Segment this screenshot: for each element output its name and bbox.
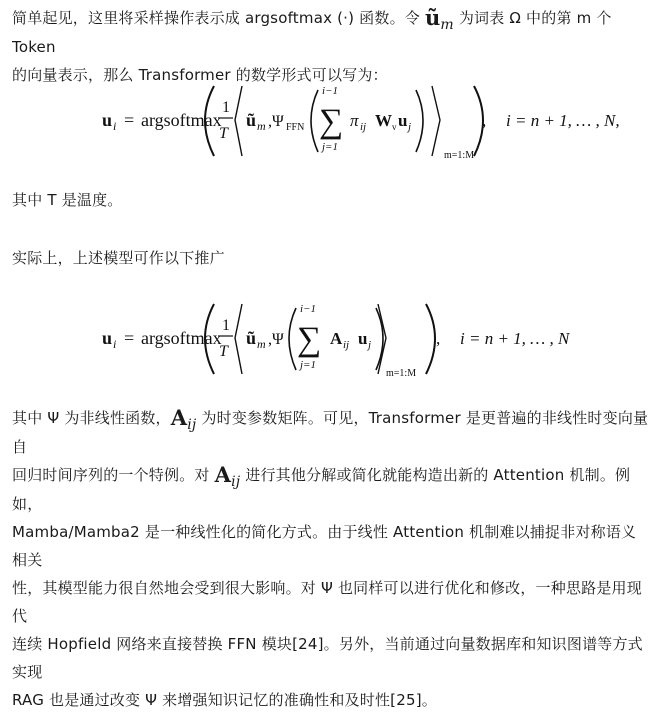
eq1-u: u (398, 111, 408, 130)
eq1-frac-den: T (219, 125, 228, 142)
svg-text:,: , (436, 329, 441, 348)
eq1-sum-top: i−1 (322, 85, 338, 97)
eq1-psi-sub: FFN (286, 122, 305, 133)
intro-line-2: 的向量表示，那么 Transformer 的数学形式可以写为： (12, 66, 388, 84)
generalized-equation (0, 290, 660, 386)
eq2-frac-den: T (219, 343, 228, 360)
eq2-u-sub: j (368, 339, 372, 351)
discussion-line-5: 连续 Hopfield 网络来直接替换 FFN 模块[24]。另外，当前通过向量数据库和知识图谱等方式实现 (12, 635, 643, 681)
eq1-sum-sign: ∑ (319, 103, 344, 140)
eq1-pi: π (350, 111, 359, 130)
discussion-line-4: 性，其模型能力很自然地会受到很大影响。对 Ψ 也同样可以进行优化和修改，一种思路是用现代 (12, 579, 642, 625)
eq2-lhs: u (102, 328, 113, 348)
eq2-A: A (330, 329, 343, 348)
eq1-psi: ,Ψ (268, 113, 284, 130)
eq1-lhs-sub: i (113, 119, 117, 133)
eq2-frac-num: 1 (222, 317, 230, 334)
eq1-lhs: u (102, 110, 113, 130)
eq2-condition: i = n + 1, … , N (460, 329, 570, 348)
eq2-sum-sign: ∑ (297, 321, 322, 358)
eq1-range-sub: m=1:M (444, 150, 475, 161)
eq2-lhs-sub: i (113, 337, 117, 351)
discussion-paragraph (12, 404, 650, 714)
eq2-sum-top: i−1 (300, 303, 316, 315)
intro-line-1 (12, 4, 650, 61)
transformer-equation (0, 72, 660, 168)
eq2-inner-right-paren (376, 308, 383, 370)
eq1-W: W (375, 111, 392, 130)
eq2-left-angle (235, 304, 242, 374)
discussion-line-2: 回归时间序列的一个特例。对 $A_{ij}$ 进行其他分解或简化就能构造出新的 Attention 机制。例如， (12, 462, 631, 513)
discussion-line-3: Mamba/Mamba2 是一种线性化的简化方式。由于线性 Attention 机制难以捕捉非对称语义相关 (12, 523, 637, 569)
eq1-op: argsoftmax (141, 110, 222, 130)
eq1-right-angle (432, 86, 440, 156)
eq1-um-sub: m (257, 119, 266, 133)
eq2-u: u (358, 329, 368, 348)
param-matrix-symbol: $A_{ij}$ (170, 405, 197, 433)
eq2-inner-left-paren (289, 308, 296, 370)
param-matrix-symbol-2: $A_{ij}$ (214, 462, 241, 490)
intro-text-a: 简单起见，这里将采样操作表示成 argsoftmax (·) 函数。令 (12, 9, 420, 27)
eq2-right-paren (426, 304, 435, 374)
intro-text-b: 为词表 Ω 中的第 m 个 Token (12, 9, 612, 56)
eq1-W-sub: v (392, 122, 397, 132)
eq1-sum-bottom: j=1 (322, 141, 338, 153)
eq2-A-sub: ij (343, 339, 350, 351)
eq2-psi: ,Ψ (268, 331, 284, 348)
eq1-um: ũ (246, 110, 257, 130)
eq1-left-angle (235, 86, 242, 156)
eq1-condition: i = n + 1, … , N, (506, 111, 620, 130)
generalization-intro: 实际上，上述模型可作以下推广 (12, 249, 225, 267)
temperature-note: 其中 T 是温度。 (12, 191, 123, 209)
eq1-inner-left-paren (311, 90, 318, 152)
eq2-sum-bottom: j=1 (300, 359, 316, 371)
token-vector-symbol: $ũ_m$ (424, 5, 454, 33)
eq1-pi-sub: ij (360, 121, 367, 133)
discussion-line-6: RAG 也是通过改变 Ψ 来增强知识记忆的准确性和及时性[25]。 (12, 691, 437, 709)
discussion-line-1: 其中 Ψ 为非线性函数，$A_{ij}$ 为时变参数矩阵。可见，Transformer 是更普遍的非线性时变向量自 (12, 405, 649, 456)
eq1-equals: = (124, 110, 135, 130)
eq1-inner-right-paren (416, 90, 423, 152)
eq2-range-sub: m=1:M (386, 368, 417, 379)
eq2-equals: = (124, 328, 135, 348)
eq1-u-sub: j (408, 121, 412, 133)
eq2-um: ũ (246, 328, 257, 348)
svg-text:,: , (482, 111, 487, 130)
eq2-op: argsoftmax (141, 328, 222, 348)
eq1-frac-num: 1 (222, 99, 230, 116)
eq2-um-sub: m (257, 337, 266, 351)
